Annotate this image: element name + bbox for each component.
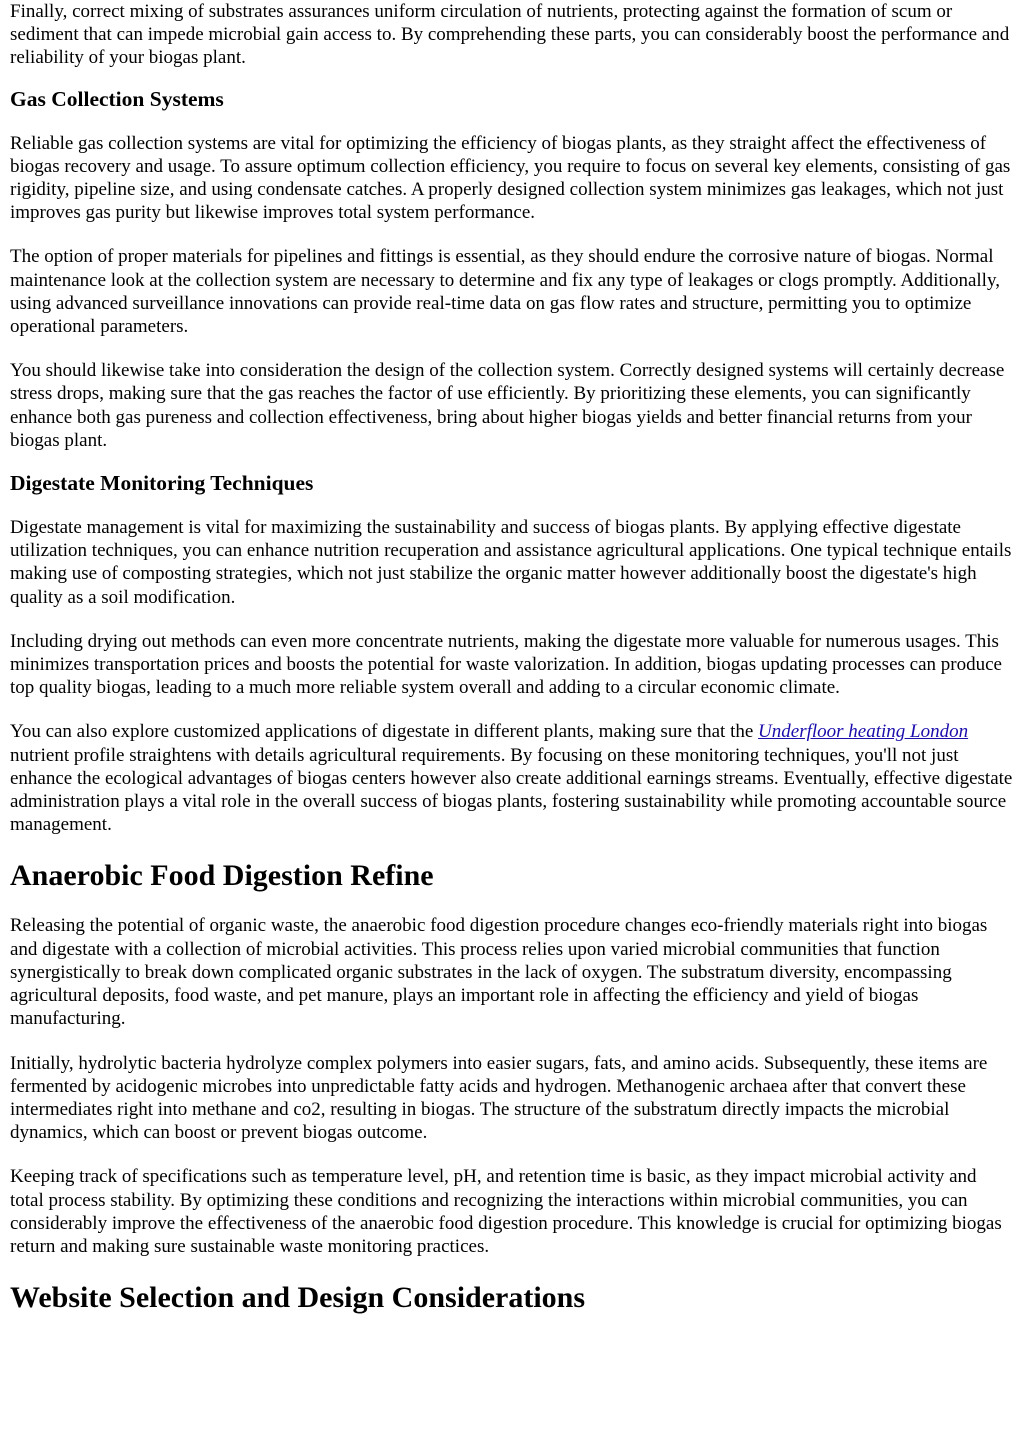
heading-gas-collection: Gas Collection Systems: [10, 86, 224, 111]
paragraph-substrate-mixing: Finally, correct mixing of substrates assurances uniform circulation of nutrients, protecting against the formation of scum or sediment that can impede microbial gain access to. By comprehending these parts, you can considerably boost the performance and reliability of your biogas plant.: [10, 1, 1010, 69]
heading-site-selection: Website Selection and Design Considerations: [10, 1281, 586, 1315]
paragraph-gas-collection-2: The option of proper materials for pipelines and fittings is essential, as they should endure the corrosive nature of biogas. Normal maintenance look at the collection system are necessary to determine and fix any type of leakages or clogs promptly. Additionally, using advanced surveillance innovations can provide real-time data on gas flow rates and structure, permitting you to optimize operational parameters.: [10, 246, 1000, 338]
paragraph-text: nutrient profile straightens with details agricultural requirements. By focusing on these monitoring techniques, you'll not just enhance the ecological advantages of biogas centers however also create additional earnings streams. Eventually, effective digestate administration plays a vital role in the overall success of biogas plants, fostering sustainability while promoting accountable source management.: [10, 744, 1013, 836]
paragraph-digestate-3: [10, 720, 1014, 836]
paragraph-digestate-1: Digestate management is vital for maximizing the sustainability and success of biogas plants. By applying effective digestate utilization techniques, you can enhance nutrition recuperation and assistance agricultural applications. One typical technique entails making use of composting strategies, which not just stabilize the organic matter however additionally boost the digestate's high quality as a soil modification.: [10, 517, 1012, 608]
paragraph-digestate-2: Including drying out methods can even more concentrate nutrients, making the digestate more valuable for numerous usages. This minimizes transportation prices and boosts the potential for waste valorization. In addition, biogas updating processes can produce top quality biogas, leading to a much more reliable system overall and adding to a circular economic climate.: [10, 630, 1002, 699]
paragraph-anaerobic-2: Initially, hydrolytic bacteria hydrolyze complex polymers into easier sugars, fats, and amino acids. Subsequently, these items are fermented by acidogenic microbes into unpredictable fatty acids and hydrogen. Methanogenic archaea after that convert these intermediates right into methane and co2, resulting in biogas. The structure of the substratum directly impacts the microbial dynamics, which can boost or prevent biogas outcome.: [10, 1052, 988, 1144]
paragraph-text: You can also explore customized applications of digestate in different plants, making sure that the: [10, 721, 759, 743]
paragraph-gas-collection-3: You should likewise take into consideration the design of the collection system. Correctly designed systems will certainly decrease stress drops, making sure that the gas reaches the factor of use efficiently. By prioritizing these elements, you can significantly enhance both gas pureness and collection effectiveness, bring about higher biogas yields and better financial returns from your biogas plant.: [10, 360, 1005, 451]
paragraph-anaerobic-3: Keeping track of specifications such as temperature level, pH, and retention time is basic, as they impact microbial activity and total process stability. By optimizing these conditions and recognizing the interactions within microbial communities, you can considerably improve the effectiveness of the anaerobic food digestion procedure. This knowledge is crucial for optimizing biogas return and making sure sustainable waste monitoring practices.: [10, 1166, 1002, 1257]
paragraph-gas-collection-1: Reliable gas collection systems are vital for optimizing the efficiency of biogas plants, as they straight affect the effectiveness of biogas recovery and usage. To assure optimum collection efficiency, you require to focus on several key elements, consisting of gas rigidity, pipeline size, and using condensate catches. A properly designed collection system minimizes gas leakages, which not just improves gas purity but likewise improves total system performance.: [10, 132, 1011, 224]
underfloor-heating-link[interactable]: Underfloor heating London: [758, 721, 969, 743]
heading-anaerobic-digestion: Anaerobic Food Digestion Refine: [10, 859, 434, 893]
heading-digestate-monitoring: Digestate Monitoring Techniques: [10, 471, 314, 496]
paragraph-anaerobic-1: Releasing the potential of organic waste, the anaerobic food digestion procedure changes eco-friendly materials right into biogas and digestate with a collection of microbial activities. This process relies upon varied microbial communities that function synergistically to break down complicated organic substrates in the lack of oxygen. The substratum diversity, encompassing agricultural deposits, food waste, and pet manure, plays an important role in affecting the efficiency and yield of biogas manufacturing.: [10, 915, 988, 1030]
